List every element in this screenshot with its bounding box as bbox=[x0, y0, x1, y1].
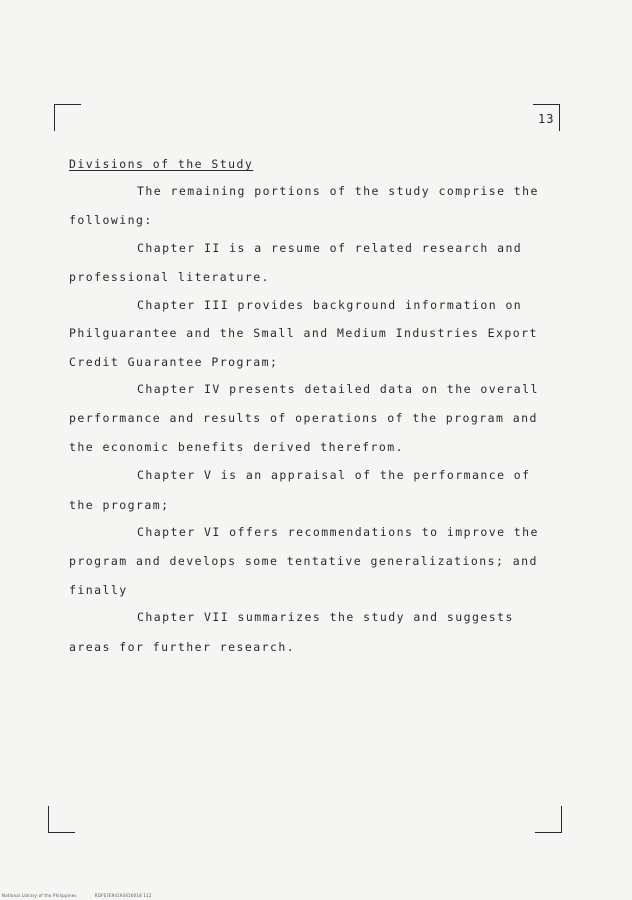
body-line: Chapter VI offers recommendations to improve the bbox=[137, 525, 539, 539]
crop-mark-top-left bbox=[54, 104, 81, 131]
crop-mark-bottom-left bbox=[48, 806, 75, 833]
body-line: the economic benefits derived therefrom. bbox=[69, 440, 404, 454]
body-line: Philguarantee and the Small and Medium Industries Export bbox=[69, 326, 538, 340]
body-line: following: bbox=[69, 213, 153, 227]
body-line: the program; bbox=[69, 498, 170, 512]
body-line: professional literature. bbox=[69, 270, 270, 284]
body-line: Chapter IV presents detailed data on the overall bbox=[137, 382, 539, 396]
body-line: Chapter III provides background information on bbox=[137, 298, 523, 312]
section-heading: Divisions of the Study bbox=[69, 157, 254, 171]
footer-credit bbox=[2, 893, 152, 898]
body-line: The remaining portions of the study comprise the bbox=[137, 184, 539, 198]
body-line: performance and results of operations of the program and bbox=[69, 411, 538, 425]
body-line: Chapter II is a resume of related research and bbox=[137, 241, 523, 255]
body-line: Chapter VII summarizes the study and suggests bbox=[137, 610, 514, 624]
body-line: areas for further research. bbox=[69, 640, 296, 654]
body-line: program and develops some tentative generalizations; and bbox=[69, 554, 538, 568]
footer-library: National Library of the Philippines bbox=[2, 893, 77, 898]
crop-mark-bottom-right bbox=[535, 806, 562, 833]
body-line: Credit Guarantee Program; bbox=[69, 355, 279, 369]
footer-code: RDF67E94193416018 112 bbox=[94, 893, 152, 898]
page-number: 13 bbox=[538, 112, 555, 126]
body-line: finally bbox=[69, 583, 128, 597]
body-line: Chapter V is an appraisal of the performance of bbox=[137, 468, 531, 482]
